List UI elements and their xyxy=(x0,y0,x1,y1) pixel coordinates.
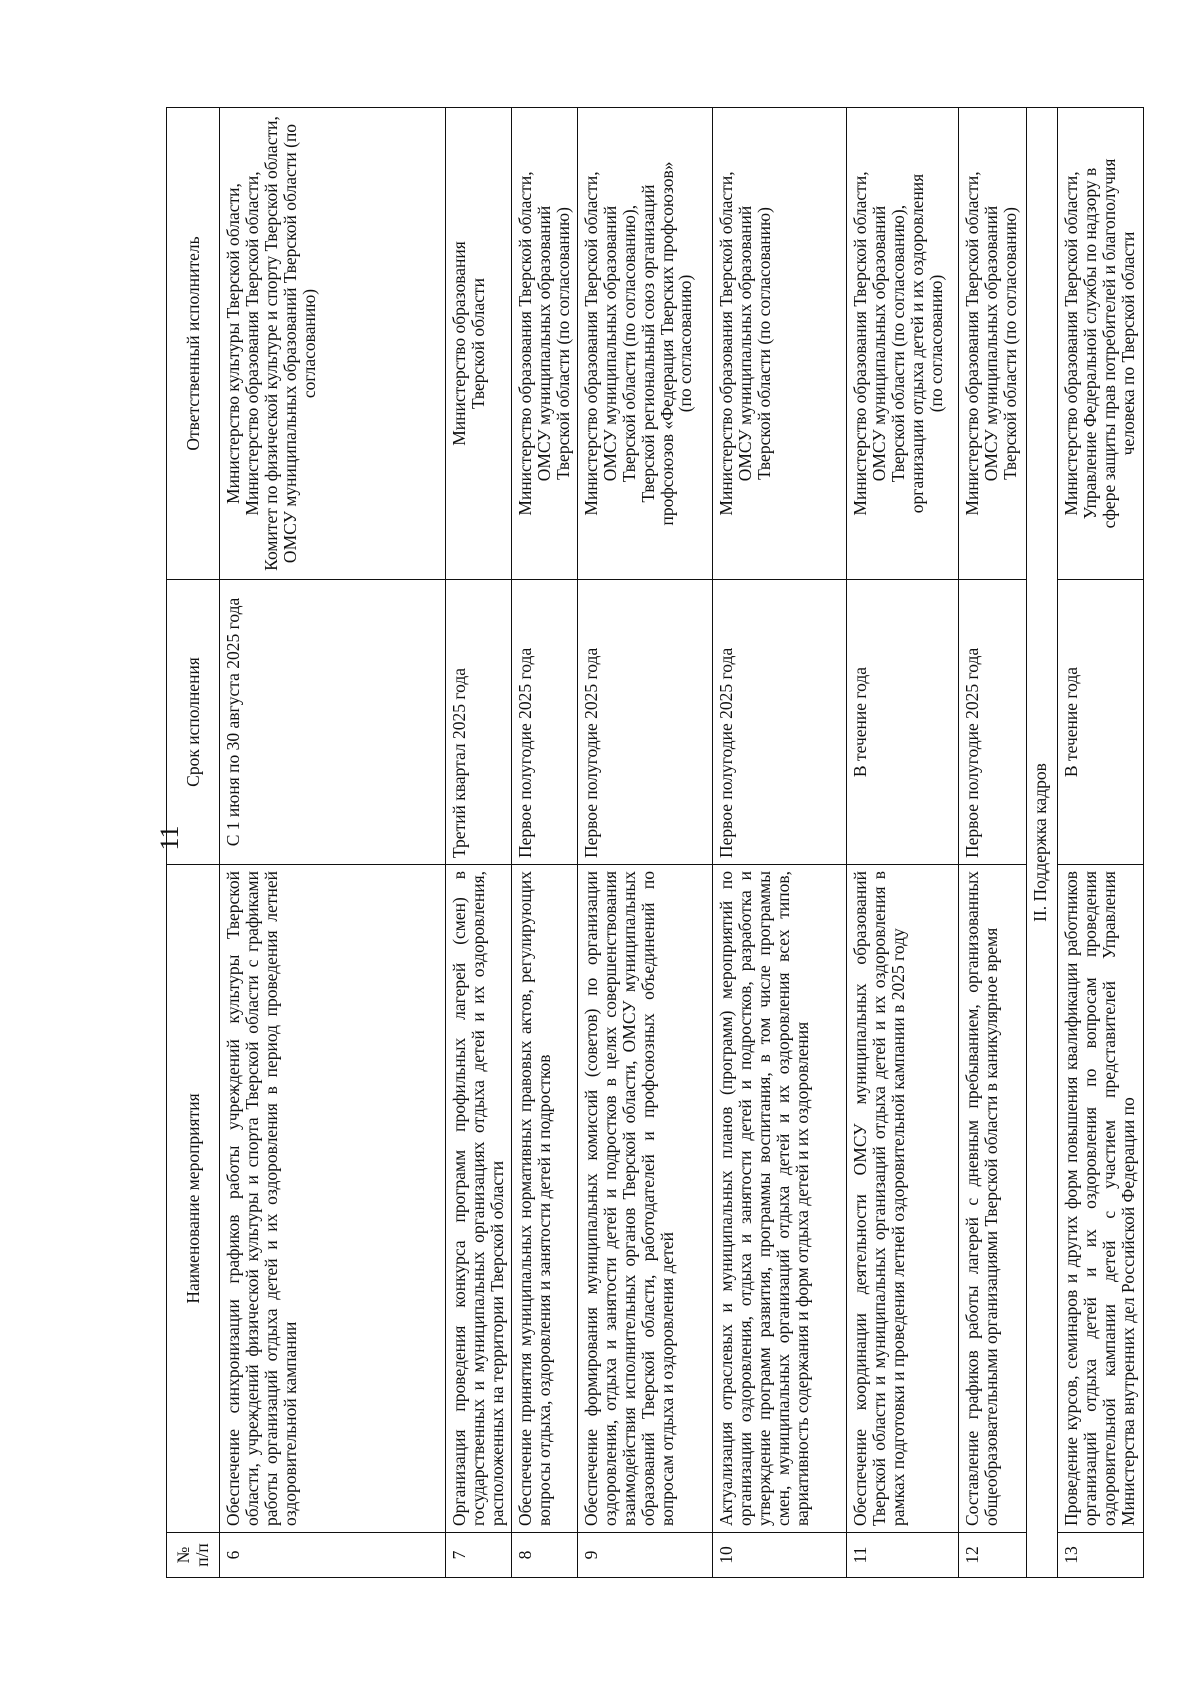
exec-line: Тверской области xyxy=(467,278,488,409)
row-num: 13 xyxy=(1058,1533,1144,1578)
exec-line: ОМСУ муниципальных образований xyxy=(980,205,1001,482)
row-num: 12 xyxy=(959,1533,1027,1578)
row-exec xyxy=(578,108,713,580)
exec-line: Управление Федеральной службы по надзору в xyxy=(1079,167,1100,520)
exec-line: (по согласованию) xyxy=(925,274,946,413)
row-exec xyxy=(512,108,578,580)
table-row xyxy=(1058,108,1144,1578)
row-name: Обеспечение координации деятельности ОМСУ муниципальных образований Тверской области и муниципальных организаций отдыха детей и их оздоровления в рамках подготовки и проведения летней оздоровительной кампании в 2025 году xyxy=(847,865,959,1533)
table-row xyxy=(578,108,713,1578)
row-term: В течение года xyxy=(1058,580,1144,865)
exec-line: сфере защиты прав потребителей и благополучия xyxy=(1098,158,1119,529)
exec-line: Министерство образования Тверской области, xyxy=(581,171,601,516)
table-row xyxy=(446,108,512,1578)
row-num: 11 xyxy=(847,1533,959,1578)
page-number: 11 xyxy=(155,825,184,851)
header-num: № п/п xyxy=(167,1533,220,1578)
row-term: Третий квартал 2025 года xyxy=(446,580,512,865)
table-row xyxy=(959,108,1027,1578)
row-term: Первое полугодие 2025 года xyxy=(713,580,847,865)
exec-line: организации отдыха детей и их оздоровления xyxy=(906,173,927,514)
exec-line: ОМСУ муниципальных образований xyxy=(734,205,755,482)
exec-line: Министерство образования Тверской области, xyxy=(1061,171,1081,516)
table-row xyxy=(847,108,959,1578)
exec-line: Тверской региональный союз организаций xyxy=(637,184,658,503)
row-term: В течение года xyxy=(847,580,959,865)
row-exec xyxy=(1058,108,1144,580)
exec-line: Министерство образования Тверской области, xyxy=(241,171,262,516)
exec-line: Министерство культуры Тверской области, xyxy=(223,183,243,504)
table-header-row xyxy=(167,108,220,1578)
row-name: Обеспечение синхронизации графиков работы учреждений культуры Тверской области, учреждений физической культуры и спорта Тверской области с графиками работы организаций отдыха детей и их оздоровления в период проведения летней оздоровительной кампании xyxy=(220,865,446,1533)
exec-line: ОМСУ муниципальных образований Тверской области (по согласованию) xyxy=(279,123,319,564)
row-num: 8 xyxy=(512,1533,578,1578)
exec-line: Тверской области (по согласованию) xyxy=(552,207,573,480)
row-name: Обеспечение формирования муниципальных комиссий (советов) по организации оздоровления, отдыха и занятости детей и подростков в целях совершенствования взаимодействия исполнительных органов Тверской области, ОМСУ муниципальных образований Тверской области, работодателей и профсоюзных объединений по вопросам отдыха и оздоровления детей xyxy=(578,865,713,1533)
row-num: 7 xyxy=(446,1533,512,1578)
exec-line: ОМСУ муниципальных образований xyxy=(533,205,554,482)
row-name: Проведение курсов, семинаров и других форм повышения квалификации работников организаций отдыха детей и их оздоровления по вопросам проведения оздоровительной кампании детей с участием представителей Управления Министерства внутренних дел Российской Федерации по xyxy=(1058,865,1144,1533)
exec-line: Министерство образования Тверской области, xyxy=(716,171,736,516)
exec-line: Министерство образования xyxy=(449,241,469,446)
row-num: 6 xyxy=(220,1533,446,1578)
exec-line: Министерство образования Тверской области, xyxy=(515,171,535,516)
row-name: Обеспечение принятия муниципальных нормативных правовых актов, регулирующих вопросы отдыха, оздоровления и занятости детей и подростков xyxy=(512,865,578,1533)
row-name: Организация проведения конкурса программ профильных лагерей (смен) в государственных и муниципальных организациях отдыха детей и их оздоровления, расположенных на территории Тверской области xyxy=(446,865,512,1533)
section-row xyxy=(1027,108,1058,1578)
exec-line: Тверской области (по согласованию), xyxy=(618,204,639,483)
exec-line: Тверской области (по согласованию), xyxy=(887,204,908,483)
exec-line: человека по Тверской области xyxy=(1117,231,1138,456)
row-exec xyxy=(446,108,512,580)
table-row xyxy=(220,108,446,1578)
header-exec: Ответственный исполнитель xyxy=(167,108,220,580)
table-row xyxy=(512,108,578,1578)
row-num: 10 xyxy=(713,1533,847,1578)
exec-line: Министерство образования Тверской области, xyxy=(962,171,982,516)
header-name: Наименование мероприятия xyxy=(167,865,220,1533)
exec-line: ОМСУ муниципальных образований xyxy=(599,205,620,482)
exec-line: профсоюзов «Федерация Тверских профсоюзов» xyxy=(656,161,677,526)
exec-line: ОМСУ муниципальных образований xyxy=(868,205,889,482)
row-exec xyxy=(847,108,959,580)
exec-line: Комитет по физической культуре и спорту Тверской области, xyxy=(260,116,281,571)
exec-line: Тверской области (по согласованию) xyxy=(999,207,1020,480)
row-name: Актуализация отраслевых и муниципальных планов (программ) мероприятий по организации оздоровления, отдыха и занятости детей и подростков, разработка и утверждение программ развития, программы воспитания, в том числе программы смен, муниципальных организаций отдыха детей и их оздоровления всех типов, вариативность содержания и форм отдыха детей и их оздоровления xyxy=(713,865,847,1533)
exec-line: (по согласованию) xyxy=(675,274,696,413)
row-exec xyxy=(713,108,847,580)
row-term: Первое полугодие 2025 года xyxy=(959,580,1027,865)
row-num: 9 xyxy=(578,1533,713,1578)
row-exec xyxy=(220,108,446,580)
section-title: II. Поддержка кадров xyxy=(1027,108,1058,1578)
rotated-page xyxy=(166,108,1138,1578)
row-name: Составление графиков работы лагерей с дневным пребыванием, организованных общеобразовательными организациями Тверской области в каникулярное время xyxy=(959,865,1027,1533)
row-term: С 1 июня по 30 августа 2025 года xyxy=(220,580,446,865)
table-row xyxy=(713,108,847,1578)
exec-line: Министерство образования Тверской области, xyxy=(850,171,870,516)
header-term: Срок исполнения xyxy=(167,580,220,865)
events-table xyxy=(166,107,1144,1578)
row-term: Первое полугодие 2025 года xyxy=(512,580,578,865)
exec-line: Тверской области (по согласованию) xyxy=(753,207,774,480)
row-exec xyxy=(959,108,1027,580)
row-term: Первое полугодие 2025 года xyxy=(578,580,713,865)
